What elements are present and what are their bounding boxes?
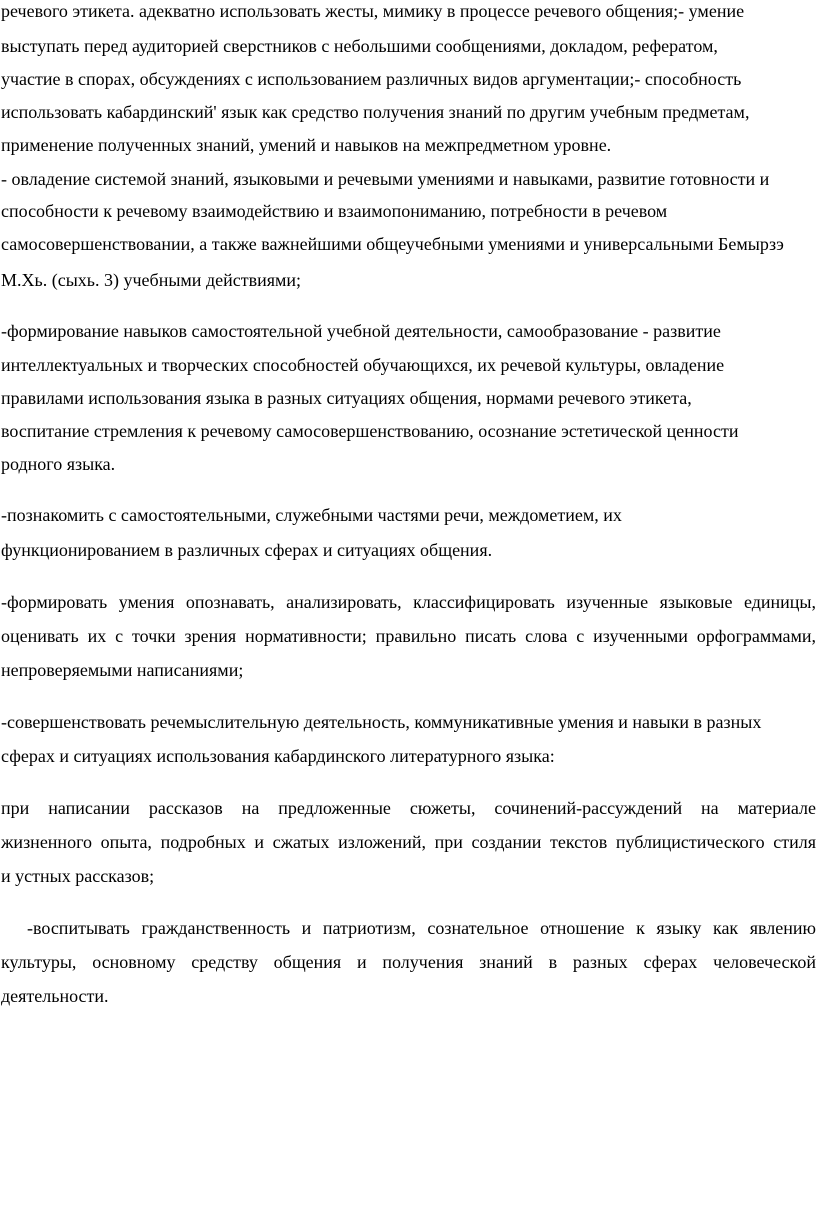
text-line: речевого этикета. адекватно использовать жесты, мимику в процессе речевого общения;- умение: [1, 1, 745, 21]
text-line: -познакомить с самостоятельными, служебными частями речи, междометием, их: [1, 505, 622, 525]
text-line: жизненного опыта, подробных и сжатых изложений, при создании текстов публицистического стиля: [1, 832, 816, 852]
text-line: самосовершенствовании, а также важнейшими общеучебными умениями и универсальными Бемырзэ: [1, 234, 784, 254]
text-line: воспитание стремления к речевому самосовершенствованию, осознание эстетической ценности: [1, 421, 739, 441]
text-line: выступать перед аудиторией сверстников с небольшими сообщениями, докладом, рефератом,: [1, 36, 718, 56]
text-line: -совершенствовать речемыслительную деятельность, коммуникативные умения и навыки в разных: [1, 712, 762, 732]
text-line: функционированием в различных сферах и ситуациях общения.: [1, 540, 493, 560]
text-line: М.Хь. (сыхь. 3) учебными действиями;: [1, 270, 302, 290]
text-line: оценивать их с точки зрения нормативности; правильно писать слова с изученными орфограммами,: [1, 626, 816, 646]
text-line: интеллектуальных и творческих способностей обучающихся, их речевой культуры, овладение: [1, 355, 725, 375]
text-line: способности к речевому взаимодействию и взаимопониманию, потребности в речевом: [1, 201, 668, 221]
text-line: непроверяемыми написаниями;: [1, 660, 244, 680]
text-line: -воспитывать гражданственность и патриотизм, сознательное отношение к языку как явлению: [27, 918, 816, 938]
text-line: -формирование навыков самостоятельной учебной деятельности, самообразование - развитие: [1, 321, 721, 341]
text-line: сферах и ситуациях использования кабардинского литературного языка:: [1, 746, 555, 766]
text-line: деятельности.: [1, 986, 109, 1006]
text-line: участие в спорах, обсуждениях с использованием различных видов аргументации;- способность: [1, 69, 742, 89]
text-line: при написании рассказов на предложенные сюжеты, сочинений-рассуждений на материале: [1, 798, 816, 818]
text-line: применение полученных знаний, умений и навыков на межпредметном уровне.: [1, 135, 612, 155]
text-line: правилами использования языка в разных ситуациях общения, нормами речевого этикета,: [1, 388, 692, 408]
text-line: родного языка.: [1, 454, 116, 474]
text-line: и устных рассказов;: [1, 866, 155, 886]
text-line: -формировать умения опознавать, анализировать, классифицировать изученные языковые единицы,: [1, 592, 816, 612]
text-line: культуры, основному средству общения и получения знаний в разных сферах человеческой: [1, 952, 816, 972]
text-line: - овладение системой знаний, языковыми и речевыми умениями и навыками, развитие готовности и: [1, 169, 770, 189]
text-line: использовать кабардинский' язык как средство получения знаний по другим учебным предметам,: [1, 102, 750, 122]
